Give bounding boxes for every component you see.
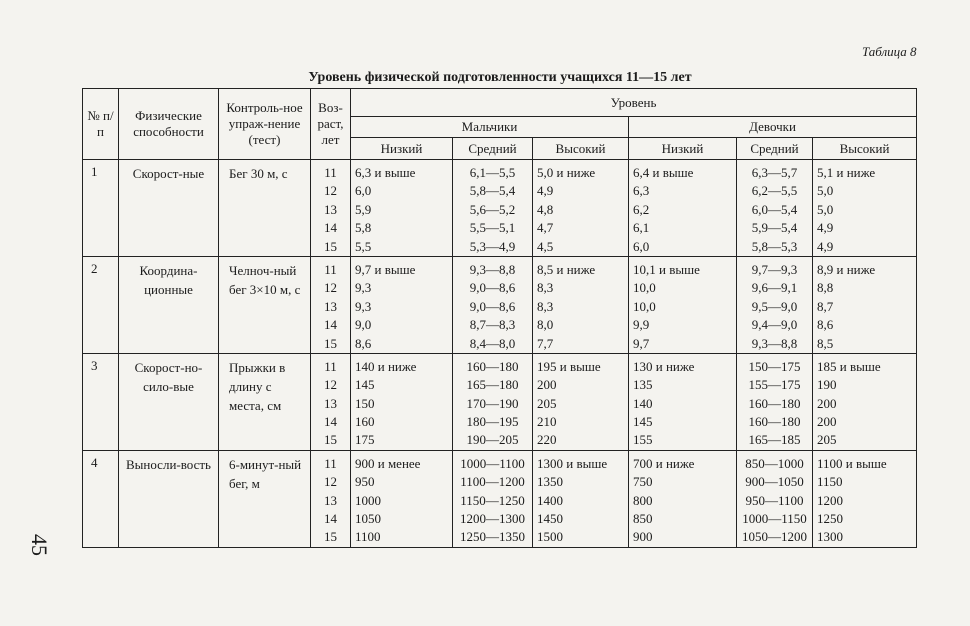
row-test: 6-минут-ный бег, м xyxy=(219,450,311,547)
value-line: 5,5 xyxy=(355,238,372,254)
header-boys: Мальчики xyxy=(351,117,629,138)
value-line: 1300 и выше xyxy=(537,455,608,471)
table-title: Уровень физической подготовленности учащихся 11—15 лет xyxy=(308,70,692,85)
row-ability: Координа-ционные xyxy=(119,256,219,353)
boys-mid-cell xyxy=(453,256,533,353)
value-line: 190—205 xyxy=(466,432,519,448)
value-line: 8,4—8,0 xyxy=(469,335,516,351)
value-line: 1500 xyxy=(537,529,563,545)
row-ability: Скорост-ные xyxy=(119,160,219,257)
value-line: 1000—1100 xyxy=(460,455,525,471)
value-line: 12 xyxy=(324,377,337,393)
value-line: 5,1 и ниже xyxy=(817,165,876,180)
header-girls: Девочки xyxy=(629,117,917,138)
boys-mid-cell xyxy=(453,450,533,547)
age-cell xyxy=(311,256,351,353)
value-line: 8,6 xyxy=(355,335,372,351)
value-line: 15 xyxy=(324,529,337,545)
value-line: 8,5 xyxy=(817,335,834,351)
value-line: 12 xyxy=(324,280,337,296)
value-line: 205 xyxy=(817,432,837,448)
boys-high-cell xyxy=(533,160,629,257)
girls-low-cell xyxy=(629,256,737,353)
value-line: 155 xyxy=(633,432,653,448)
value-line: 1100—1200 xyxy=(460,474,525,490)
value-line: 900 и менее xyxy=(355,455,421,471)
header-ability: Физические способности xyxy=(119,89,219,160)
value-line: 1000—1150 xyxy=(742,511,807,527)
boys-low-cell xyxy=(351,353,453,450)
value-line: 9,3 xyxy=(355,280,372,296)
table-body xyxy=(83,160,917,548)
value-line: 6,3—5,7 xyxy=(751,165,798,180)
value-line: 8,3 xyxy=(537,298,554,314)
row-number: 1 xyxy=(83,160,119,257)
value-line: 180—195 xyxy=(466,414,519,430)
age-cell xyxy=(311,353,351,450)
value-line: 850—1000 xyxy=(745,455,804,471)
boys-mid-cell xyxy=(453,160,533,257)
value-line: 1450 xyxy=(537,511,563,527)
value-line: 15 xyxy=(324,335,337,351)
value-line: 9,3 xyxy=(355,298,372,314)
value-line: 220 xyxy=(537,432,557,448)
value-line: 160—180 xyxy=(466,358,519,374)
value-line: 6,1 xyxy=(633,220,650,236)
value-line: 10,1 и выше xyxy=(633,261,700,277)
value-line: 165—185 xyxy=(748,432,801,448)
value-line: 160—180 xyxy=(748,414,801,430)
value-line: 5,0 xyxy=(817,183,834,199)
girls-mid-cell xyxy=(737,450,813,547)
value-line: 9,3—8,8 xyxy=(469,261,516,277)
value-line: 1200 xyxy=(817,492,843,508)
girls-mid-cell xyxy=(737,353,813,450)
page-number: 45 xyxy=(27,534,52,556)
value-line: 1050—1200 xyxy=(742,529,807,545)
header-girls-high: Высокий xyxy=(813,138,917,160)
value-line: 15 xyxy=(324,238,337,254)
row-number: 2 xyxy=(83,256,119,353)
value-line: 8,8 xyxy=(817,280,834,296)
value-line: 210 xyxy=(537,414,557,430)
value-line: 13 xyxy=(324,492,337,508)
value-line: 1200—1300 xyxy=(460,511,525,527)
header-boys-low: Низкий xyxy=(351,138,453,160)
value-line: 11 xyxy=(324,165,337,180)
row-ability: Скорост-но-сило-вые xyxy=(119,353,219,450)
value-line: 13 xyxy=(324,201,337,217)
value-line: 9,0 xyxy=(355,317,372,333)
value-line: 14 xyxy=(324,414,337,430)
value-line: 150 xyxy=(355,395,375,411)
value-line: 1050 xyxy=(355,511,381,527)
value-line: 14 xyxy=(324,220,337,236)
value-line: 9,4—9,0 xyxy=(751,317,798,333)
value-line: 11 xyxy=(324,358,337,374)
header-girls-mid: Средний xyxy=(737,138,813,160)
value-line: 205 xyxy=(537,395,557,411)
value-line: 130 и ниже xyxy=(633,358,695,374)
row-number: 4 xyxy=(83,450,119,547)
value-line: 6,4 и выше xyxy=(633,165,694,180)
boys-low-cell xyxy=(351,256,453,353)
value-line: 4,7 xyxy=(537,220,554,236)
table-row xyxy=(83,160,917,257)
value-line: 11 xyxy=(324,455,337,471)
header-level: Уровень xyxy=(351,89,917,117)
value-line: 140 xyxy=(633,395,653,411)
girls-high-cell xyxy=(813,160,917,257)
value-line: 9,0—8,6 xyxy=(469,298,516,314)
girls-low-cell xyxy=(629,353,737,450)
value-line: 15 xyxy=(324,432,337,448)
value-line: 1100 xyxy=(355,529,381,545)
value-line: 8,5 и ниже xyxy=(537,261,596,277)
value-line: 9,3—8,8 xyxy=(751,335,798,351)
header-num: № п/п xyxy=(83,89,119,160)
header-boys-high: Высокий xyxy=(533,138,629,160)
value-line: 160 xyxy=(355,414,375,430)
header-boys-mid: Средний xyxy=(453,138,533,160)
value-line: 9,0—8,6 xyxy=(469,280,516,296)
value-line: 9,7—9,3 xyxy=(751,261,798,277)
value-line: 5,5—5,1 xyxy=(469,220,516,236)
value-line: 5,6—5,2 xyxy=(469,201,516,217)
girls-high-cell xyxy=(813,256,917,353)
girls-low-cell xyxy=(629,160,737,257)
value-line: 12 xyxy=(324,183,337,199)
value-line: 145 xyxy=(355,377,375,393)
value-line: 13 xyxy=(324,298,337,314)
age-cell xyxy=(311,450,351,547)
fitness-table xyxy=(82,88,917,548)
value-line: 5,9 xyxy=(355,201,372,217)
value-line: 8,9 и ниже xyxy=(817,261,876,277)
header-age: Воз-раст, лет xyxy=(311,89,351,160)
value-line: 14 xyxy=(324,317,337,333)
value-line: 10,0 xyxy=(633,298,656,314)
value-line: 11 xyxy=(324,261,337,277)
value-line: 9,9 xyxy=(633,317,650,333)
value-line: 10,0 xyxy=(633,280,656,296)
value-line: 165—180 xyxy=(466,377,519,393)
value-line: 8,3 xyxy=(537,280,554,296)
header-girls-low: Низкий xyxy=(629,138,737,160)
value-line: 195 и выше xyxy=(537,358,601,374)
value-line: 6,3 xyxy=(633,183,650,199)
value-line: 1150—1250 xyxy=(460,492,525,508)
value-line: 6,2 xyxy=(633,201,650,217)
age-cell xyxy=(311,160,351,257)
value-line: 200 xyxy=(817,414,837,430)
value-line: 185 и выше xyxy=(817,358,881,374)
girls-high-cell xyxy=(813,353,917,450)
value-line: 4,9 xyxy=(817,238,834,254)
value-line: 900 xyxy=(633,529,653,545)
value-line: 175 xyxy=(355,432,375,448)
value-line: 1250—1350 xyxy=(460,529,525,545)
value-line: 190 xyxy=(817,377,837,393)
value-line: 200 xyxy=(817,395,837,411)
value-line: 9,5—9,0 xyxy=(751,298,798,314)
value-line: 5,0 xyxy=(817,201,834,217)
value-line: 6,1—5,5 xyxy=(469,165,516,180)
row-number: 3 xyxy=(83,353,119,450)
value-line: 750 xyxy=(633,474,653,490)
value-line: 9,7 xyxy=(633,335,650,351)
row-test: Бег 30 м, с xyxy=(219,160,311,257)
boys-high-cell xyxy=(533,353,629,450)
table-row xyxy=(83,256,917,353)
value-line: 5,8—5,4 xyxy=(469,183,516,199)
value-line: 5,9—5,4 xyxy=(751,220,798,236)
table-row xyxy=(83,450,917,547)
value-line: 700 и ниже xyxy=(633,455,695,471)
value-line: 800 xyxy=(633,492,653,508)
value-line: 145 xyxy=(633,414,653,430)
row-ability: Выносли-вость xyxy=(119,450,219,547)
value-line: 155—175 xyxy=(748,377,801,393)
row-test: Прыжки в длину с места, см xyxy=(219,353,311,450)
boys-low-cell xyxy=(351,160,453,257)
value-line: 9,6—9,1 xyxy=(751,280,798,296)
value-line: 150—175 xyxy=(748,358,801,374)
value-line: 8,7—8,3 xyxy=(469,317,516,333)
row-test: Челноч-ный бег 3×10 м, с xyxy=(219,256,311,353)
value-line: 4,9 xyxy=(537,183,554,199)
value-line: 170—190 xyxy=(466,395,519,411)
value-line: 9,7 и выше xyxy=(355,261,416,277)
value-line: 4,5 xyxy=(537,238,554,254)
value-line: 1000 xyxy=(355,492,381,508)
value-line: 8,6 xyxy=(817,317,834,333)
value-line: 160—180 xyxy=(748,395,801,411)
header-test: Контроль-ное упраж-нение (тест) xyxy=(219,89,311,160)
value-line: 5,3—4,9 xyxy=(469,238,516,254)
value-line: 8,7 xyxy=(817,298,834,314)
value-line: 200 xyxy=(537,377,557,393)
value-line: 4,8 xyxy=(537,201,554,217)
value-line: 950—1100 xyxy=(745,492,804,508)
value-line: 5,8—5,3 xyxy=(751,238,798,254)
value-line: 135 xyxy=(633,377,653,393)
table-label: Таблица 8 xyxy=(862,44,917,59)
value-line: 4,9 xyxy=(817,220,834,236)
value-line: 5,8 xyxy=(355,220,372,236)
value-line: 1150 xyxy=(817,474,843,490)
girls-high-cell xyxy=(813,450,917,547)
boys-mid-cell xyxy=(453,353,533,450)
value-line: 850 xyxy=(633,511,653,527)
boys-low-cell xyxy=(351,450,453,547)
value-line: 6,2—5,5 xyxy=(751,183,798,199)
girls-mid-cell xyxy=(737,160,813,257)
value-line: 7,7 xyxy=(537,335,554,351)
value-line: 1100 и выше xyxy=(817,455,887,471)
value-line: 6,0 xyxy=(355,183,372,199)
boys-high-cell xyxy=(533,450,629,547)
value-line: 1300 xyxy=(817,529,843,545)
value-line: 5,0 и ниже xyxy=(537,165,596,180)
value-line: 1400 xyxy=(537,492,563,508)
value-line: 6,0 xyxy=(633,238,650,254)
value-line: 1250 xyxy=(817,511,843,527)
value-line: 8,0 xyxy=(537,317,554,333)
value-line: 950 xyxy=(355,474,375,490)
table-row xyxy=(83,353,917,450)
value-line: 13 xyxy=(324,395,337,411)
value-line: 900—1050 xyxy=(745,474,804,490)
value-line: 1350 xyxy=(537,474,563,490)
boys-high-cell xyxy=(533,256,629,353)
girls-mid-cell xyxy=(737,256,813,353)
value-line: 140 и ниже xyxy=(355,358,417,374)
value-line: 6,3 и выше xyxy=(355,165,416,180)
value-line: 14 xyxy=(324,511,337,527)
girls-low-cell xyxy=(629,450,737,547)
value-line: 12 xyxy=(324,474,337,490)
value-line: 6,0—5,4 xyxy=(751,201,798,217)
